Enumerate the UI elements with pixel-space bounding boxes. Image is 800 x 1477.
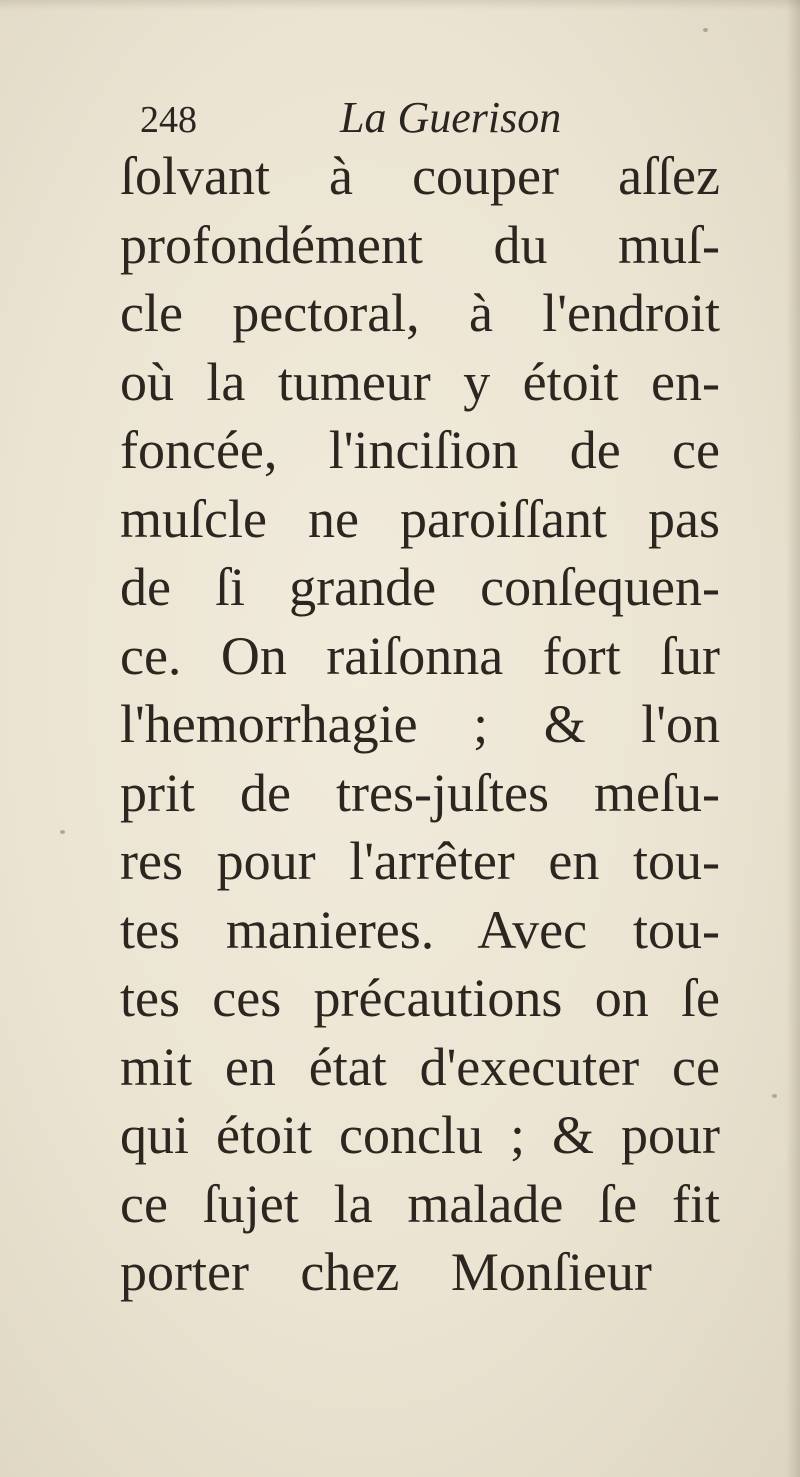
text-line: muſcle ne paroiſſant pas	[120, 488, 720, 549]
text-line: res pour l'arrêter en tou-	[120, 831, 720, 891]
text-line: foncée, l'inciſion de ce	[120, 420, 720, 480]
paper-speck	[703, 28, 708, 32]
text-line: qui étoit conclu ; & pour	[120, 1105, 720, 1165]
text-line: cle pectoral, à l'endroit	[120, 283, 720, 343]
text-line: mit en état d'executer ce	[120, 1036, 720, 1097]
text-line: tes ces précautions on ſe	[120, 968, 720, 1028]
text-line: tes manieres. Avec tou-	[120, 899, 720, 960]
text-line: où la tumeur y étoit en-	[120, 351, 720, 412]
text-line-last: porter chez Monſieur	[120, 1242, 652, 1302]
page-top-shadow	[0, 0, 800, 10]
body-text	[120, 142, 720, 1307]
page-right-edge	[786, 0, 800, 1477]
running-head: La Guerison	[340, 93, 562, 142]
text-line: ſolvant à couper aſſez	[120, 146, 720, 206]
text-line: ce. On raiſonna fort ſur	[120, 625, 720, 686]
text-line: prit de tres-juſtes meſu-	[120, 762, 720, 823]
text-line: de ſi grande conſequen-	[120, 557, 720, 617]
paper-speck	[772, 1094, 777, 1098]
text-line: profondément du muſ-	[120, 214, 720, 275]
text-line: ce ſujet la malade ſe fit	[120, 1173, 720, 1234]
paper-speck	[60, 830, 65, 834]
text-line: l'hemorrhagie ; & l'on	[120, 694, 720, 754]
page-number: 248	[140, 99, 197, 141]
